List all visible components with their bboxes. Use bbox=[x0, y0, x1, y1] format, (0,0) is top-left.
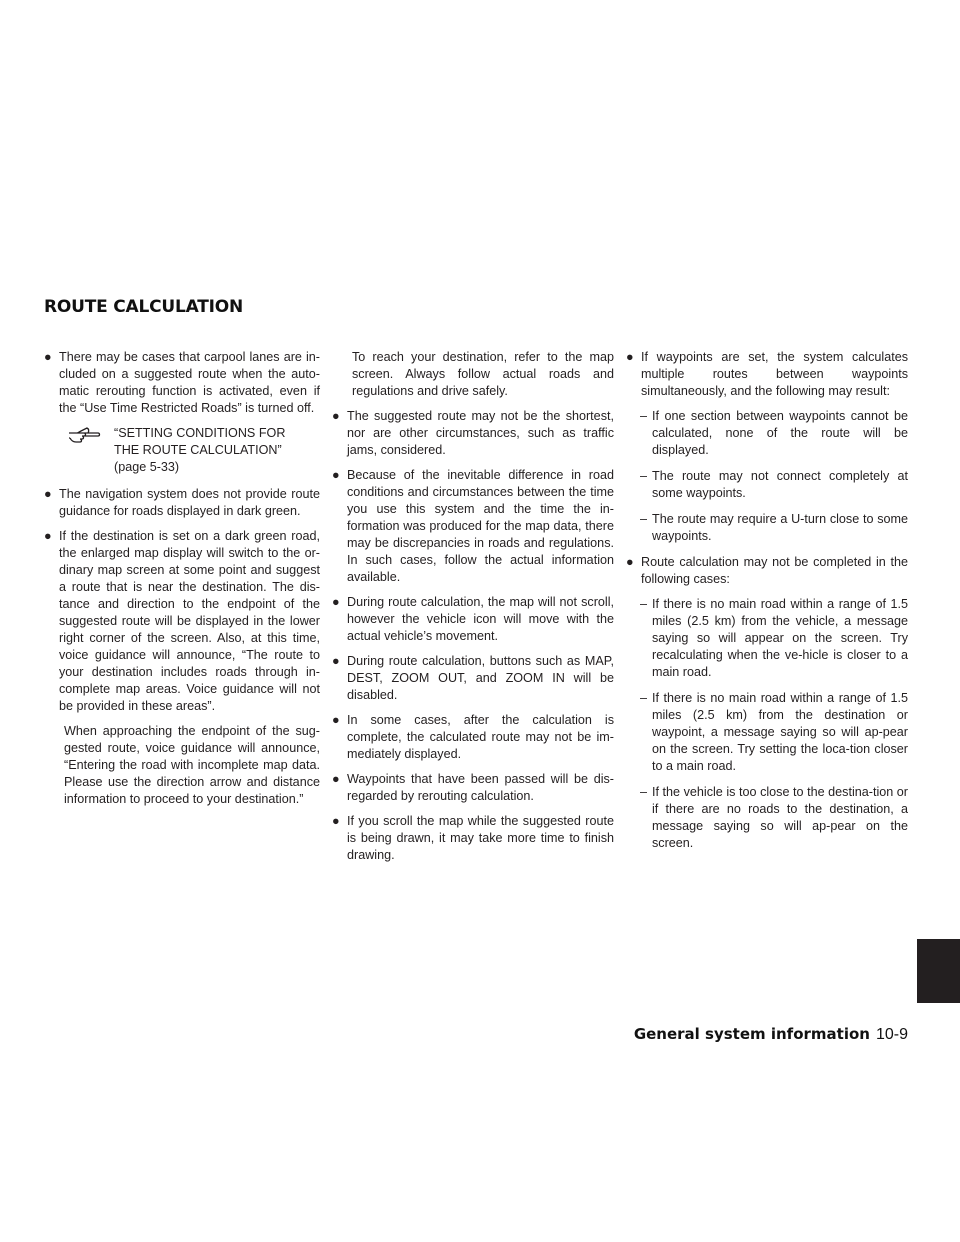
bullet-text: There may be cases that carpool lanes are in-cluded on a suggested route when the auto-matic rerouting function is activated, even if the “Use Time Restricted Roads” is turned off. bbox=[59, 350, 320, 415]
bullet-item bbox=[332, 813, 614, 864]
bullet-text: In some cases, after the calculation is complete, the calculated route may not be im-mediately displayed. bbox=[347, 713, 614, 761]
sub-item bbox=[626, 468, 908, 502]
bullet-item bbox=[44, 528, 320, 715]
bullet-dot-icon: ● bbox=[44, 350, 52, 364]
dash-icon: – bbox=[640, 469, 648, 483]
column-3 bbox=[626, 349, 908, 861]
bullet-item bbox=[332, 408, 614, 459]
section-title: ROUTE CALCULATION bbox=[44, 297, 244, 317]
bullet-text: The suggested route may not be the shortest, nor are other circumstances, such as traffic jams, considered. bbox=[347, 409, 614, 457]
bullet-text: If you scroll the map while the suggested route is being drawn, it may take more time to finish drawing. bbox=[347, 814, 614, 862]
reference-title-line-1: “SETTING CONDITIONS FOR bbox=[114, 426, 286, 440]
bullet-dot-icon: ● bbox=[44, 487, 52, 501]
bullet-item bbox=[626, 554, 908, 588]
bullet-item bbox=[44, 486, 320, 520]
column-2 bbox=[332, 349, 614, 872]
reference-page: (page 5-33) bbox=[114, 460, 180, 474]
bullet-dot-icon: ● bbox=[332, 595, 340, 609]
bullet-dot-icon: ● bbox=[626, 555, 634, 569]
sub-item bbox=[626, 511, 908, 545]
sub-item bbox=[626, 690, 908, 775]
bullet-dot-icon: ● bbox=[332, 409, 340, 423]
bullet-item bbox=[332, 712, 614, 763]
chapter-tab bbox=[917, 939, 960, 1003]
bullet-item bbox=[44, 349, 320, 417]
dash-icon: – bbox=[640, 409, 648, 423]
bullet-text: The navigation system does not provide route guidance for roads displayed in dark green. bbox=[59, 487, 320, 518]
bullet-item bbox=[332, 594, 614, 645]
page-number: 10-9 bbox=[875, 1026, 908, 1043]
sub-item-text: If one section between waypoints cannot be calculated, none of the route will be displayed. bbox=[652, 409, 908, 457]
bullet-item bbox=[332, 653, 614, 704]
bullet-item bbox=[626, 349, 908, 400]
bullet-dot-icon: ● bbox=[332, 468, 340, 482]
page-footer bbox=[634, 1025, 908, 1044]
sub-item-text: If there is no main road within a range of 1.5 miles (2.5 km) from the vehicle, a message saying so will appear on the screen. Try recalculating when the ve-hicle is closer to a main road. bbox=[652, 597, 908, 679]
dash-icon: – bbox=[640, 691, 648, 705]
sub-item-text: If there is no main road within a range of 1.5 miles (2.5 km) from the destination or waypoint, a message saying so will ap-pear on the screen. Try setting the loca-tion closer to a main road. bbox=[652, 691, 908, 773]
reference-title-line-2: THE ROUTE CALCULATION” bbox=[114, 443, 282, 457]
sub-item-text: The route may require a U-turn close to some waypoints. bbox=[652, 512, 908, 543]
footer-section-title: General system information bbox=[633, 1025, 870, 1043]
bullet-text: During route calculation, the map will not scroll, however the vehicle icon will move with the actual vehicle’s movement. bbox=[347, 595, 614, 643]
column-1 bbox=[44, 349, 320, 816]
bullet-dot-icon: ● bbox=[332, 814, 340, 828]
bullet-dot-icon: ● bbox=[626, 350, 634, 364]
paragraph: When approaching the endpoint of the sug-gested route, voice guidance will announce, “Entering the road with incomplete map data. Please use the direction arrow and distance information to proceed to your destination.” bbox=[64, 724, 320, 806]
bullet-dot-icon: ● bbox=[44, 529, 52, 543]
cross-reference[interactable] bbox=[44, 425, 320, 476]
dash-icon: – bbox=[640, 785, 648, 799]
bullet-item bbox=[332, 467, 614, 586]
dash-icon: – bbox=[640, 597, 648, 611]
bullet-item bbox=[332, 771, 614, 805]
sub-item bbox=[626, 408, 908, 459]
bullet-text: During route calculation, buttons such as MAP, DEST, ZOOM OUT, and ZOOM IN will be disabled. bbox=[347, 654, 614, 702]
bullet-text: Route calculation may not be completed in the following cases: bbox=[641, 555, 908, 586]
sub-item bbox=[626, 784, 908, 852]
sub-item bbox=[626, 596, 908, 681]
dash-icon: – bbox=[640, 512, 648, 526]
bullet-text: If the destination is set on a dark green road, the enlarged map display will switch to the or-dinary map screen at some point and suggest a route that is near the destination. The dis-tance and direction to the endpoint of the suggested route will be displayed in the lower right corner of the screen. Also, at this time, voice guidance will announce, “The route to your destination includes roads through in-complete map areas. Voice guidance will not be provided in these areas”. bbox=[59, 529, 320, 713]
bullet-text: If waypoints are set, the system calculates multiple routes between waypoints simultaneously, and the following may result: bbox=[641, 350, 908, 398]
pointing-hand-icon bbox=[68, 427, 104, 445]
bullet-dot-icon: ● bbox=[332, 713, 340, 727]
bullet-dot-icon: ● bbox=[332, 654, 340, 668]
bullet-dot-icon: ● bbox=[332, 772, 340, 786]
sub-item-text: The route may not connect completely at some waypoints. bbox=[652, 469, 908, 500]
bullet-text: Waypoints that have been passed will be dis-regarded by rerouting calculation. bbox=[347, 772, 614, 803]
sub-item-text: If the vehicle is too close to the destina-tion or if there are no roads to the destination, a message saying so will ap-pear on the screen. bbox=[652, 785, 908, 850]
bullet-text: Because of the inevitable difference in road conditions and circumstances between the time you use this system and the time the in-formation was produced for the map data, there may be discrepancies in roads and regulations. In such cases, follow the actual information available. bbox=[347, 468, 614, 584]
paragraph: To reach your destination, refer to the map screen. Always follow actual roads and regulations and drive safely. bbox=[352, 350, 614, 398]
